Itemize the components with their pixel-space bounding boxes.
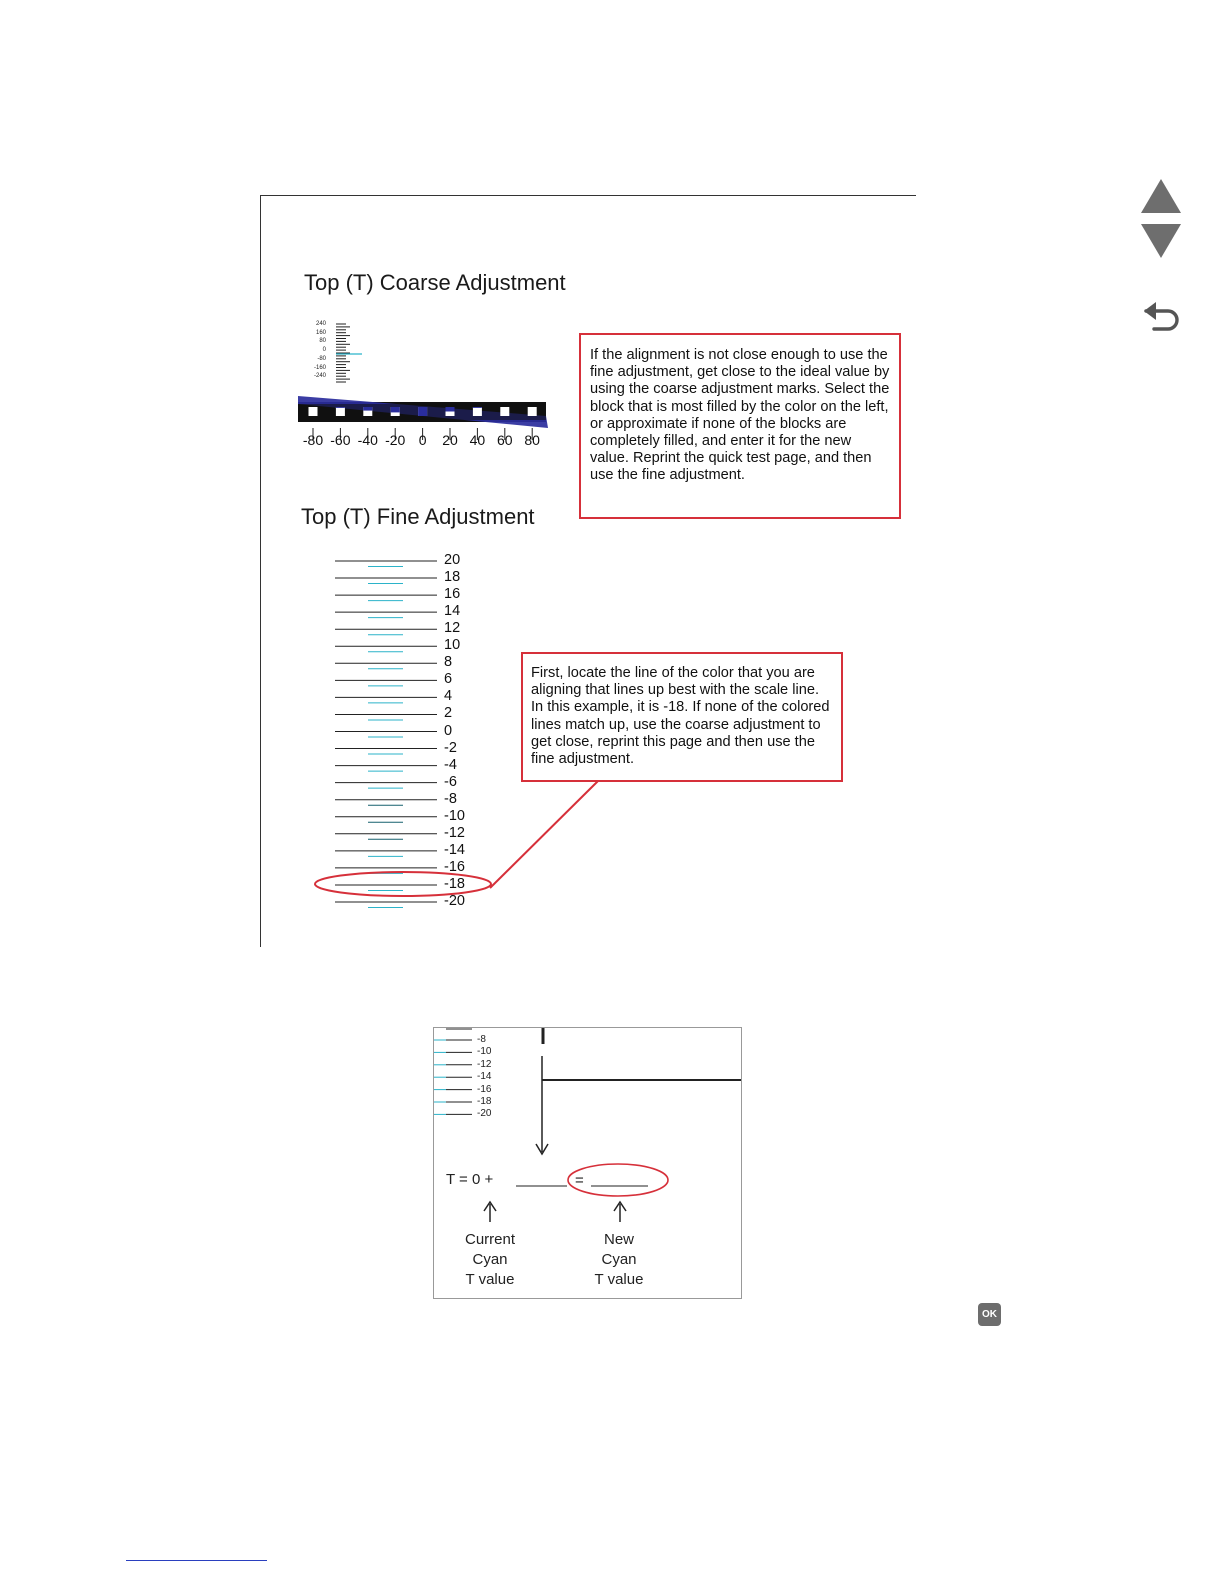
fine-scale-label: -14 — [444, 841, 465, 858]
coarse-block-fill — [363, 407, 372, 411]
current-label-line-1: Current — [464, 1231, 516, 1248]
coarse-tick-labels — [296, 432, 552, 452]
coarse-block — [336, 407, 345, 416]
coarse-mini-scale — [308, 322, 368, 384]
new-label-line-1: New — [603, 1231, 634, 1248]
fine-adjustment-heading: Top (T) Fine Adjustment — [301, 504, 535, 529]
coarse-callout-text: If the alignment is not close enough to use the fine adjustment, get close to the ideal value by using the coarse adjustment marks. Select the block that is most filled by the color on the left, or approximate if none of the blocks are completely filled, and enter it for the new value. Reprint the quick test page, and then use the fine adjustment. — [590, 347, 890, 484]
fine-scale-label: 6 — [444, 671, 453, 688]
coarse-block-fill — [391, 407, 400, 412]
coarse-tick-label: -60 — [330, 432, 351, 448]
figure-frame-left — [260, 195, 261, 947]
coarse-mini-scale-label: 80 — [319, 338, 326, 345]
fine-scale-label: -4 — [444, 756, 457, 773]
fine-scale-label: -18 — [444, 875, 465, 892]
fine-scale-label: -8 — [444, 790, 457, 807]
current-label-line-3: T value — [465, 1271, 515, 1288]
coarse-tick-label: -40 — [357, 432, 378, 448]
page-down-arrow-icon[interactable] — [1140, 222, 1182, 260]
new-cyan-label — [579, 1230, 659, 1290]
calc-scale-label: -18 — [477, 1096, 492, 1107]
coarse-block — [528, 407, 537, 416]
coarse-tick-label: 0 — [418, 432, 427, 448]
fine-scale-label: -20 — [444, 893, 465, 909]
coarse-tick-label: 60 — [497, 432, 513, 448]
coarse-block — [309, 407, 318, 416]
coarse-block-fill — [473, 407, 482, 408]
equation-equals: = — [575, 1172, 584, 1189]
equation-prefix: T = 0 + — [446, 1171, 494, 1188]
coarse-tick-label: 20 — [442, 432, 458, 448]
coarse-block — [500, 407, 509, 416]
coarse-mini-scale-label: -80 — [317, 355, 326, 362]
figure-frame-top — [260, 195, 916, 196]
coarse-block-fill — [418, 407, 427, 416]
coarse-block — [473, 407, 482, 416]
calc-scale-label: -14 — [477, 1071, 492, 1083]
fine-adjustment-callout — [521, 652, 843, 782]
fine-scale-label: -6 — [444, 773, 457, 790]
fine-scale-label: 8 — [444, 654, 453, 671]
fine-scale-label: 20 — [444, 552, 461, 568]
fine-scale-label: 14 — [444, 603, 461, 620]
calculation-figure — [433, 1027, 742, 1299]
fine-scale-label: -16 — [444, 858, 465, 875]
coarse-mini-scale-label: -240 — [313, 373, 326, 380]
coarse-mini-scale-label: 160 — [315, 329, 326, 336]
calc-scale-label: -10 — [477, 1046, 492, 1058]
fine-scale-label: 2 — [444, 705, 453, 722]
callout-pointer-line — [486, 778, 606, 893]
fine-scale-label: 18 — [444, 569, 461, 586]
new-label-line-2: Cyan — [601, 1251, 637, 1268]
fine-scale-label: -2 — [444, 739, 457, 756]
calc-scale-label: -8 — [477, 1034, 486, 1045]
coarse-tick-label: 80 — [524, 432, 540, 448]
coarse-block-fill — [336, 407, 345, 408]
current-cyan-label — [450, 1230, 530, 1290]
footer-link-underline[interactable] — [126, 1553, 267, 1561]
page-up-arrow-icon[interactable] — [1140, 177, 1182, 215]
fine-scale-label: 0 — [444, 722, 453, 739]
coarse-tick-label: -80 — [302, 432, 324, 448]
back-arrow-icon[interactable] — [1140, 298, 1184, 334]
coarse-mini-scale-label: -160 — [313, 364, 326, 371]
fine-scale-label: 4 — [444, 688, 453, 705]
fine-scale-label: -12 — [444, 824, 465, 841]
new-label-line-3: T value — [594, 1271, 644, 1288]
coarse-mini-scale-label: 240 — [315, 321, 326, 327]
coarse-mini-scale-graphic — [334, 322, 374, 384]
coarse-adjustment-callout — [579, 333, 901, 519]
coarse-mini-scale-label: 0 — [322, 347, 326, 354]
ok-button[interactable]: OK — [978, 1303, 1001, 1326]
coarse-block-fill — [446, 407, 455, 412]
fine-scale-label: 12 — [444, 620, 461, 637]
current-label-line-2: Cyan — [472, 1251, 508, 1268]
coarse-adjustment-heading: Top (T) Coarse Adjustment — [304, 270, 566, 295]
calc-scale-label: -20 — [477, 1108, 492, 1120]
calc-scale-label: -16 — [477, 1083, 492, 1095]
coarse-tick-label: 40 — [469, 432, 486, 448]
fine-scale-label: -10 — [444, 807, 465, 824]
coarse-tick-label: -20 — [385, 432, 406, 448]
fine-callout-text: First, locate the line of the color that you are aligning that lines up best with the scale line. In this example, it is -18. If none of the colored lines match up, use the coarse adjustment to get close, reprint this page and then use the fine adjustment. — [531, 665, 830, 768]
fine-scale-labels — [444, 550, 484, 910]
fine-scale-label: 16 — [444, 586, 461, 603]
fine-scale-label: 10 — [444, 637, 461, 654]
calc-scale-label: -12 — [477, 1058, 492, 1070]
